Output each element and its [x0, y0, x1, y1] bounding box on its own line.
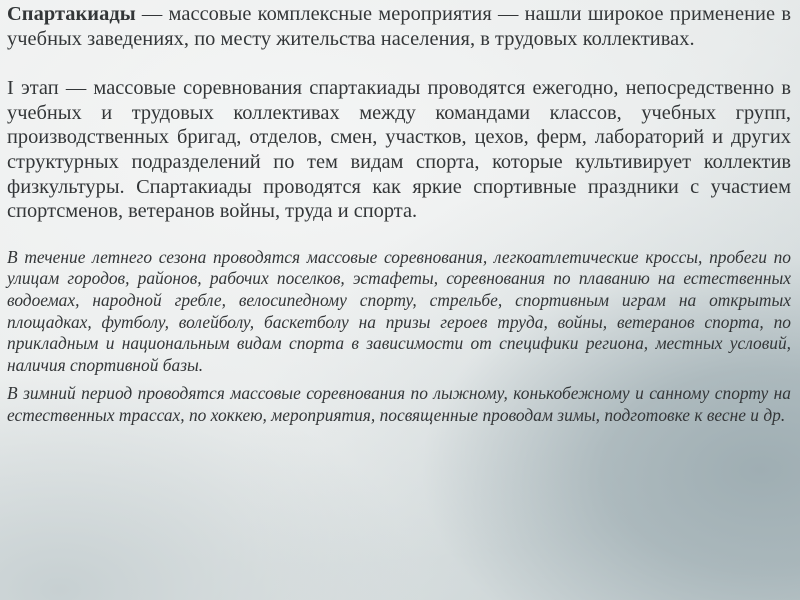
paragraph-summer-season: В течение летнего сезона проводятся массовые соревнования, легкоатлетические кроссы, пробеги по улицам городов, районов, рабочих поселков, эстафеты, соревнования по плаванию на естественных водоемах, народной гребле, велосипедному спорту, стрельбе, спортивным играм на открытых площадках, футболу, волейболу, баскетболу на призы героев труда, войны, ветеранов спорта, по прикладным и национальным видам спорта в зависимости от специфики региона, местных условий, наличия спортивной базы. [7, 246, 791, 375]
paragraph-stage-one: I этап — массовые соревнования спартакиады проводятся ежегодно, непосредственно в учебных и трудовых коллективах между командами классов, учебных групп, производственных бригад, отделов, смен, участков, цехов, ферм, лабораторий и других структурных подразделений по тем видам спорта, которые культивирует коллектив физкультуры. Спартакиады проводятся как яркие спортивные праздники с участием спортсменов, ветеранов войны, труда и спорта. [7, 77, 791, 223]
paragraph-intro [7, 2, 791, 51]
slide-content [7, 2, 791, 427]
term-spartakiady: Спартакиады [7, 3, 136, 25]
paragraph-winter-period: В зимний период проводятся массовые соревнования по лыжному, конькобежному и санному спорту на естественных трассах, по хоккею, мероприятия, посвященные проводам зимы, подготовке к весне и др. [7, 383, 791, 425]
paragraph-intro-text: — массовые комплексные мероприятия — нашли широкое применение в учебных заведениях, по месту жительства населения, в трудовых коллективах. [7, 3, 791, 50]
